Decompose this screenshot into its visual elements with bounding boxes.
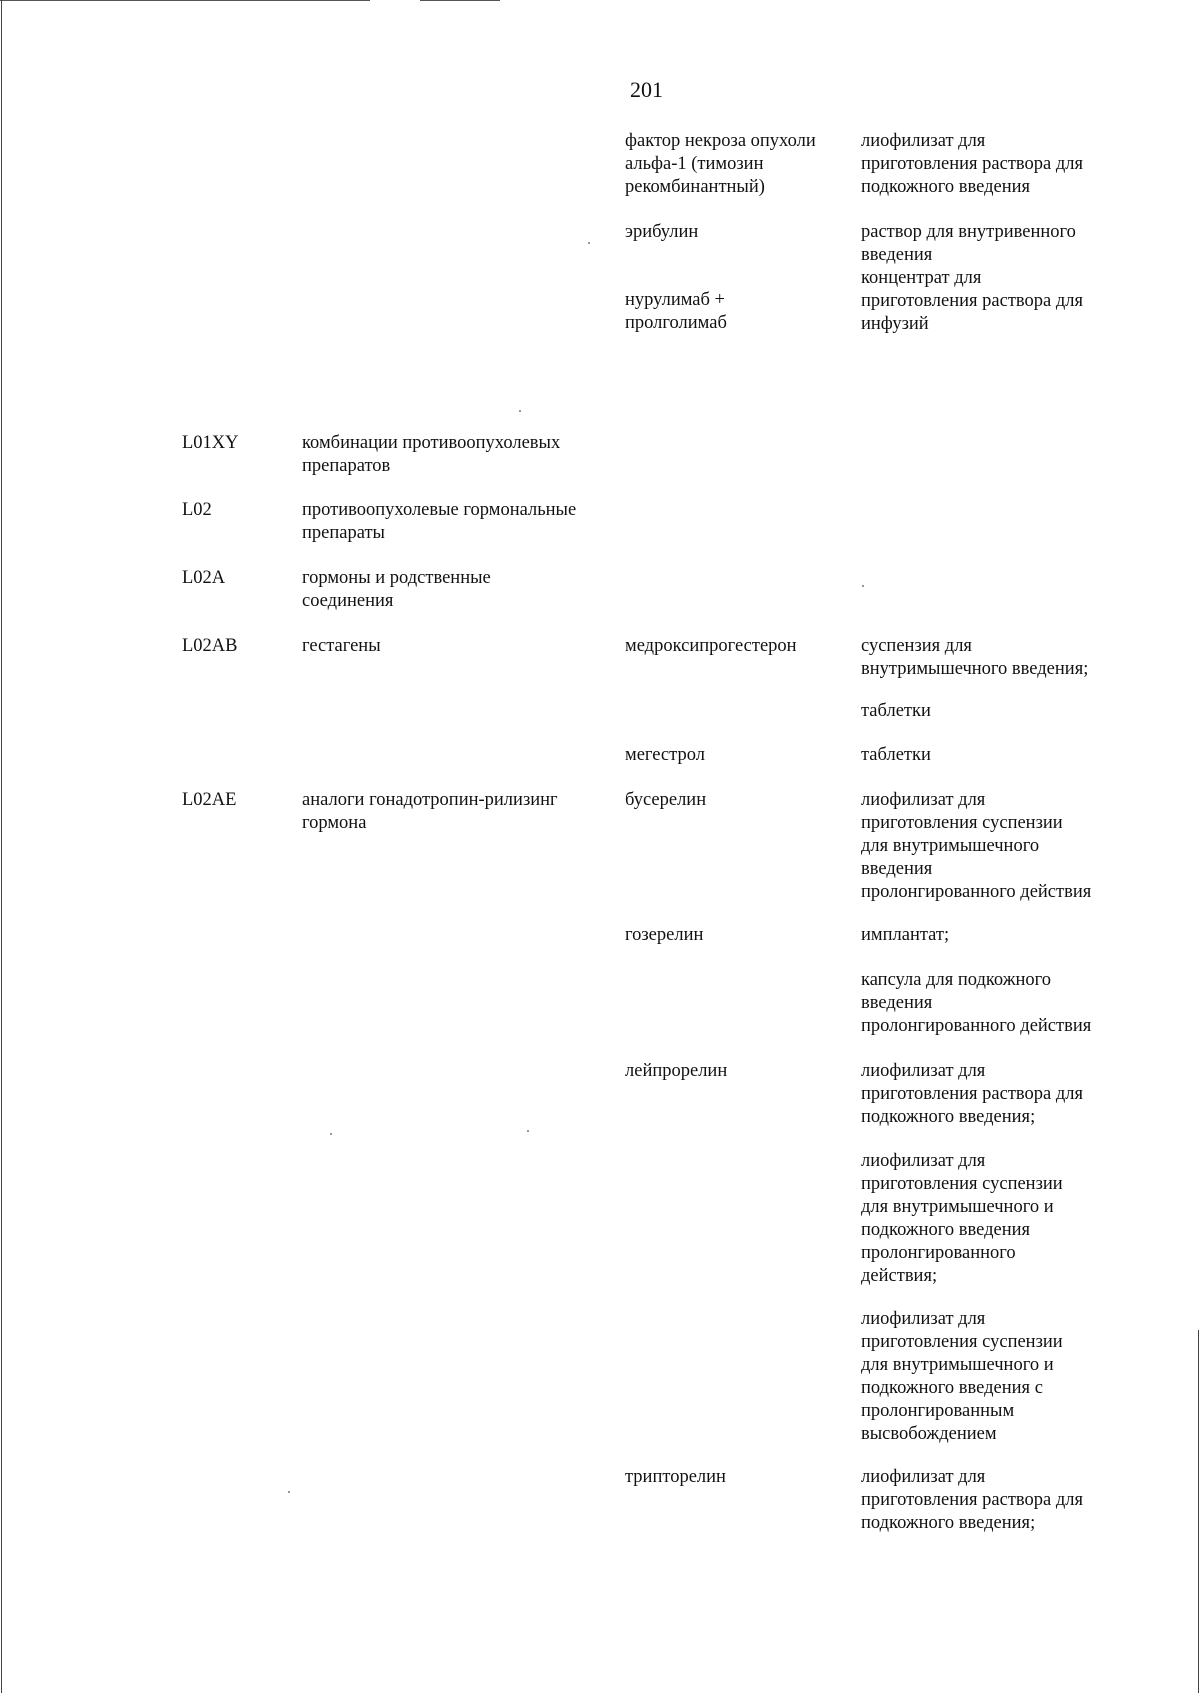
- atc-code: L01XY: [182, 433, 239, 453]
- scan-edge-left: [1, 0, 2, 1693]
- scan-speck: [330, 1133, 332, 1135]
- group-name: гестагены: [302, 636, 381, 656]
- drug-name: бусерелин: [625, 790, 707, 810]
- dosage-form: имплантат;: [861, 925, 950, 945]
- page-number: 201: [630, 77, 663, 102]
- scan-speck: [862, 585, 864, 587]
- dosage-form: лиофилизат для приготовления суспензии для внутримышечного и подкожного введения с пролонгированным высвобождением: [861, 1309, 1063, 1444]
- dosage-form: таблетки: [861, 745, 931, 765]
- dosage-form: лиофилизат для приготовления суспензии для внутримышечного и подкожного введения пролонгированного действия;: [861, 1151, 1063, 1286]
- drug-name: гозерелин: [625, 925, 704, 945]
- dosage-form: капсула для подкожного введения пролонгированного действия: [861, 970, 1092, 1036]
- dosage-form: лиофилизат для приготовления раствора для подкожного введения: [861, 131, 1083, 197]
- drug-name: мегестрол: [625, 745, 705, 765]
- group-name: противоопухолевые гормональные препараты: [302, 500, 577, 543]
- group-name: комбинации противоопухолевых препаратов: [302, 433, 561, 476]
- atc-code: L02AB: [182, 636, 238, 656]
- dosage-form: суспензия для внутримышечного введения;: [861, 636, 1089, 679]
- drug-name: фактор некроза опухоли альфа-1 (тимозин рекомбинантный): [625, 131, 816, 197]
- dosage-form: лиофилизат для приготовления суспензии для внутримышечного введения пролонгированного действия: [861, 790, 1092, 902]
- scan-speck: [588, 242, 590, 244]
- dosage-form: таблетки: [861, 701, 931, 721]
- dosage-form: лиофилизат для приготовления раствора для подкожного введения;: [861, 1061, 1083, 1127]
- scan-edge-top-2: [420, 0, 500, 1]
- scan-speck: [519, 410, 521, 412]
- atc-code: L02AE: [182, 790, 237, 810]
- drug-name: медроксипрогестерон: [625, 636, 797, 656]
- group-name: аналоги гонадотропин-рилизинг гормона: [302, 790, 558, 833]
- drug-name: трипторелин: [625, 1467, 726, 1487]
- drug-name: нурулимаб + пролголимаб: [625, 290, 727, 333]
- scan-edge-right: [1198, 1330, 1199, 1693]
- scan-speck: [527, 1130, 529, 1132]
- group-name: гормоны и родственные соединения: [302, 568, 491, 611]
- scan-edge-top: [0, 0, 370, 1]
- atc-code: L02A: [182, 568, 226, 588]
- atc-code: L02: [182, 500, 212, 520]
- drug-name: лейпрорелин: [625, 1061, 728, 1081]
- drug-name: эрибулин: [625, 222, 699, 242]
- scan-speck: [288, 1491, 290, 1493]
- dosage-form: лиофилизат для приготовления раствора для подкожного введения;: [861, 1467, 1083, 1533]
- dosage-form: раствор для внутривенного введения: [861, 222, 1076, 265]
- dosage-form: концентрат для приготовления раствора для инфузий: [861, 268, 1083, 334]
